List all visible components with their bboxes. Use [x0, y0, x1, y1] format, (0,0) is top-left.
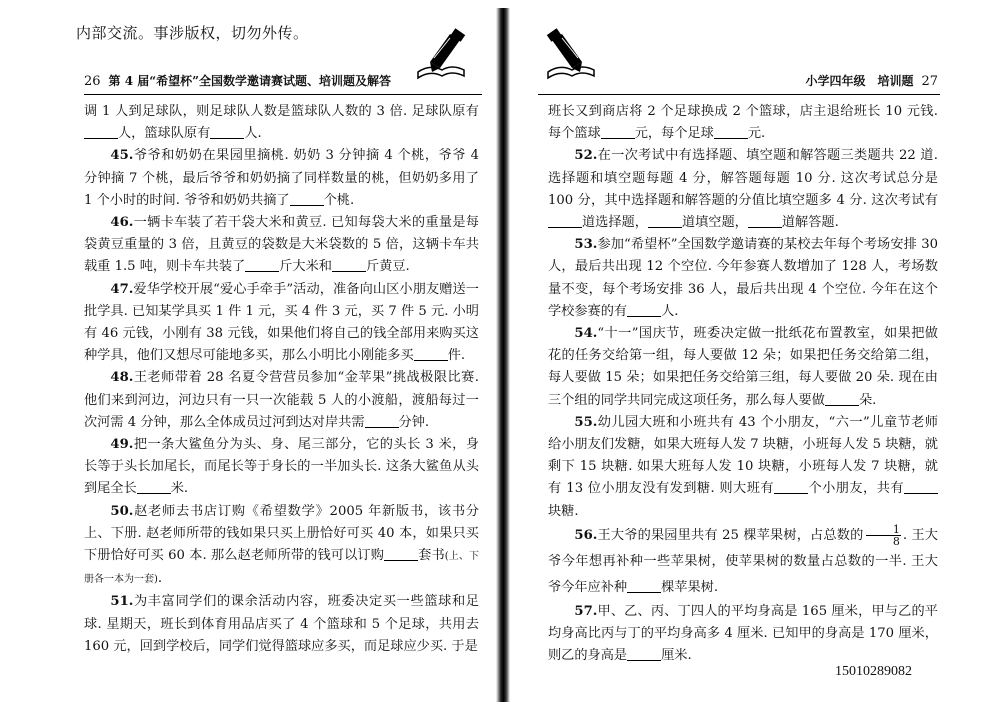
answer-blank	[548, 213, 582, 228]
question-53: 53.参加“希望杯”全国数学邀请赛的某校去年每个考场安排 30 人，最后共出现 12 个空位. 今年参赛人数增加了 128 人，考场数量不变，每个考场安排 36 人，最后共出现 4 个空位. 今年在这个学校参赛的有 人.	[548, 237, 938, 319]
answer-blank	[825, 391, 859, 406]
answer-blank	[774, 479, 808, 494]
left-header-title: 第 4 届“希望杯”全国数学邀请赛试题、培训题及解答	[108, 74, 392, 88]
answer-blank	[648, 213, 682, 228]
book-spine	[496, 8, 510, 702]
answer-blank	[137, 479, 171, 494]
answer-blank	[904, 479, 938, 494]
question-47: 47.爱华学校开展“爱心手牵手”活动，准备向山区小朋友赠送一批学具. 已知某学具买 1 件 1 元，买 4 件 3 元，买 7 件 5 元. 小明有 46 元钱，小刚有 38 元钱，如果他们将自己的钱全部用来购买这种学具，他们又想尽可能地多买，那么小明比小刚能多买 件.	[84, 281, 479, 364]
continued-question: 调 1 人到足球队，则足球队人数是篮球队人数的 3 倍. 足球队原有人，篮球队原有 人.	[84, 104, 479, 142]
answer-blank	[748, 213, 782, 228]
question-46: 46.一辆卡车装了若干袋大米和黄豆. 已知每袋大米的重量是每袋黄豆重量的 3 倍，且黄豆的袋数是大米袋数的 5 倍，这辆卡车共载重 1.5 吨，则卡车共装了 斤大米和 斤黄豆.	[84, 215, 479, 275]
answer-blank	[627, 578, 661, 593]
left-page-header	[84, 72, 482, 95]
question-55: 55.幼儿园大班和小班共有 43 个小朋友，“六一”儿童节老师给小朋友们发糖，如果大班每人发 7 块糖，小班每人发 5 块糖，就剩下 15 块糖. 如果大班每人发 10 块糖，小班每人发 7 块糖，就有 13 位小朋友没有发到糖. 则大班有 个小朋友，共有块糖.	[548, 414, 938, 519]
question-54: 54.“十一”国庆节，班委决定做一批纸花布置教室，如果把做花的任务交给第一组，每人要做 12 朵；如果把任务交给第二组，每人要做 15 朵；如果把任务交给第三组，每人要做 20 朵. 现在由三个组的同学共同完成这项任务，那么每人要做 朵.	[548, 326, 938, 408]
right-page-header	[538, 72, 940, 95]
answer-blank	[84, 124, 118, 139]
answer-blank	[365, 413, 399, 428]
set-note: (上、下册各一本为一套)	[84, 551, 480, 586]
continued-question: 班长又到商店将 2 个足球换成 2 个篮球，店主退给班长 10 元钱. 每个篮球 元，每个足球 元.	[548, 104, 938, 142]
question-48: 48.王老师带着 28 名夏令营营员参加“金苹果”挑战极限比赛. 他们来到河边，河边只有一只一次能载 5 人的小渡船，渡船每过一次河需 4 分钟，那么全体成员过河到达对岸共需 分钟.	[84, 370, 479, 430]
question-56: 56.王大爷的果园里共有 25 棵苹果树，占总数的 $\frac{1}{8}$ . 王大爷今年想再补种一些苹果树，使苹果树的数量占总数的一半. 王大爷今年应补种 棵苹果树.	[548, 522, 938, 595]
phone-number: 15010289082	[835, 664, 912, 679]
question-49: 49.把一条大鲨鱼分为头、身、尾三部分，它的头长 3 米，身长等于头长加尾长，而尾长等于身长的一半加头长. 这条大鲨鱼从头到尾全长 米.	[84, 437, 479, 497]
answer-blank	[245, 257, 279, 272]
answer-blank	[627, 646, 661, 661]
question-50: 50.赵老师去书店订购《希望数学》2005 年新版书，该书分上、下册. 赵老师所带的钱如果只买上册恰好可买 40 本，如果只买下册恰好可买 60 本. 那么赵老师所带的钱可以订购 套书(上、下册各一本为一套).	[84, 503, 480, 587]
answer-blank	[627, 302, 661, 317]
left-page-body	[84, 101, 479, 658]
question-57: 57.甲、乙、丙、丁四人的平均身高是 165 厘米，甲与乙的平均身高比丙与丁的平均身高多 4 厘米. 已知甲的身高是 170 厘米，则乙的身高是 厘米.	[548, 603, 938, 664]
right-page-body	[548, 101, 938, 667]
question-52: 52.在一次考试中有选择题、填空题和解答题三类题共 22 道. 选择题和填空题每题 4 分，解答题每题 10 分. 这次考试总分是 100 分，其中选择题和解答题的分值比填空题多 4 分. 这次考试有道选择题， 道填空题， 道解答题.	[548, 148, 938, 231]
answer-blank	[332, 257, 366, 272]
fraction: $\frac{1}{8}$	[866, 524, 901, 547]
right-page-number: 27	[921, 74, 938, 89]
answer-blank	[414, 346, 448, 361]
answer-blank	[290, 191, 324, 206]
question-51: 51.为丰富同学们的课余活动内容，班委决定买一些篮球和足球. 星期天，班长到体育用品店买了 4 个篮球和 5 个足球，共用去 160 元，回到学校后，同学们觉得篮球应多买，而足球应少买. 于是	[84, 594, 479, 654]
answer-blank	[714, 124, 748, 139]
left-page-number: 26	[84, 74, 101, 89]
right-header-title: 小学四年级 培训题	[805, 74, 914, 88]
answer-blank	[601, 124, 635, 139]
question-45: 45.爷爷和奶奶在果园里摘桃. 奶奶 3 分钟摘 4 个桃，爷爷 4 分钟摘 7 个桃，最后爷爷和奶奶摘了同样数量的桃，但奶奶多用了 1 个小时的时间. 爷爷和奶奶共摘了 个桃.	[84, 148, 479, 208]
answer-blank	[384, 546, 418, 561]
answer-blank	[210, 124, 244, 139]
copyright-notice: 内部交流。事涉版权，切勿外传。	[76, 24, 309, 42]
